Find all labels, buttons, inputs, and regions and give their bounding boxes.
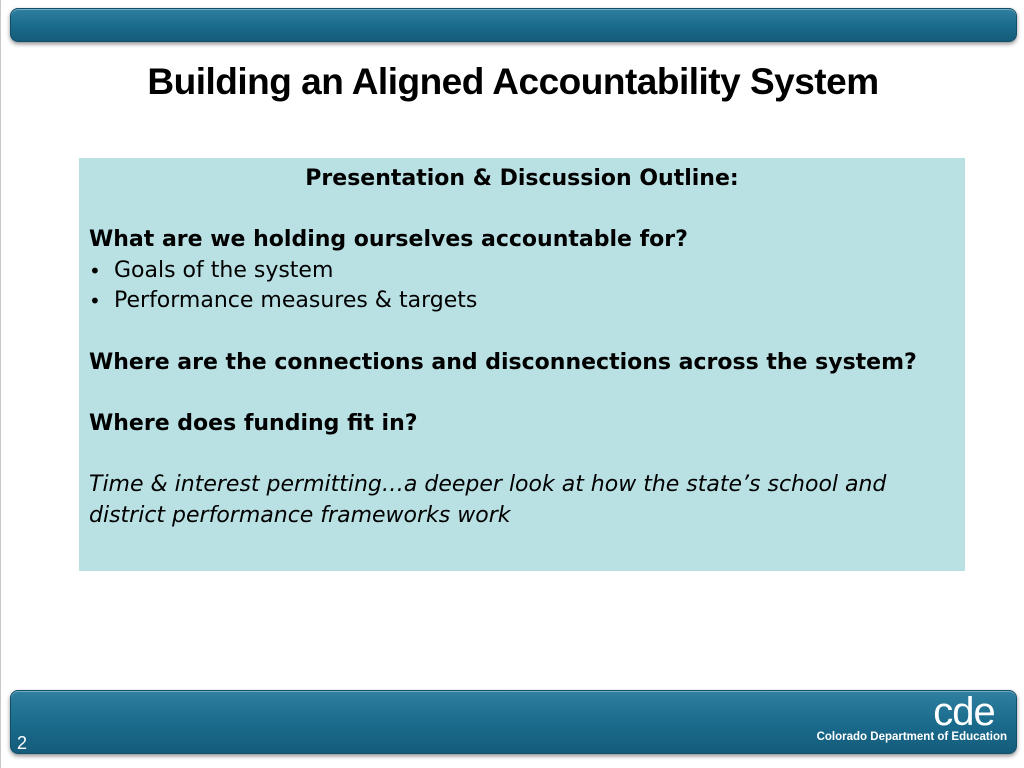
bullet-item [89, 286, 955, 317]
question-connections: Where are the connections and disconnections across the system? [89, 349, 917, 375]
spacer [89, 378, 955, 409]
bullet-icon: • [89, 258, 101, 283]
bullet-text: Goals of the system [114, 257, 334, 283]
question-accountable: What are we holding ourselves accountable for? [89, 227, 688, 253]
spacer [89, 317, 955, 348]
slide-title: Building an Aligned Accountability System [147, 61, 879, 102]
top-header-bar [10, 8, 1017, 42]
spacer [89, 195, 955, 226]
closing-note: Time & interest permitting…a deeper look at how the state’s school and district performance frameworks work [89, 471, 887, 528]
bullet-icon: • [89, 289, 101, 314]
bullet-item [89, 256, 955, 287]
organization-name: Colorado Department of Education [816, 731, 1007, 743]
outline-heading: Presentation & Discussion Outline: [305, 166, 739, 191]
page-number: 2 [17, 733, 28, 753]
bullet-text: Performance measures & targets [114, 288, 478, 314]
footer-bar [10, 690, 1017, 754]
spacer [89, 439, 955, 470]
cde-logo: cde [933, 690, 995, 734]
outline-box [79, 158, 965, 571]
question-funding: Where does funding fit in? [89, 410, 418, 436]
